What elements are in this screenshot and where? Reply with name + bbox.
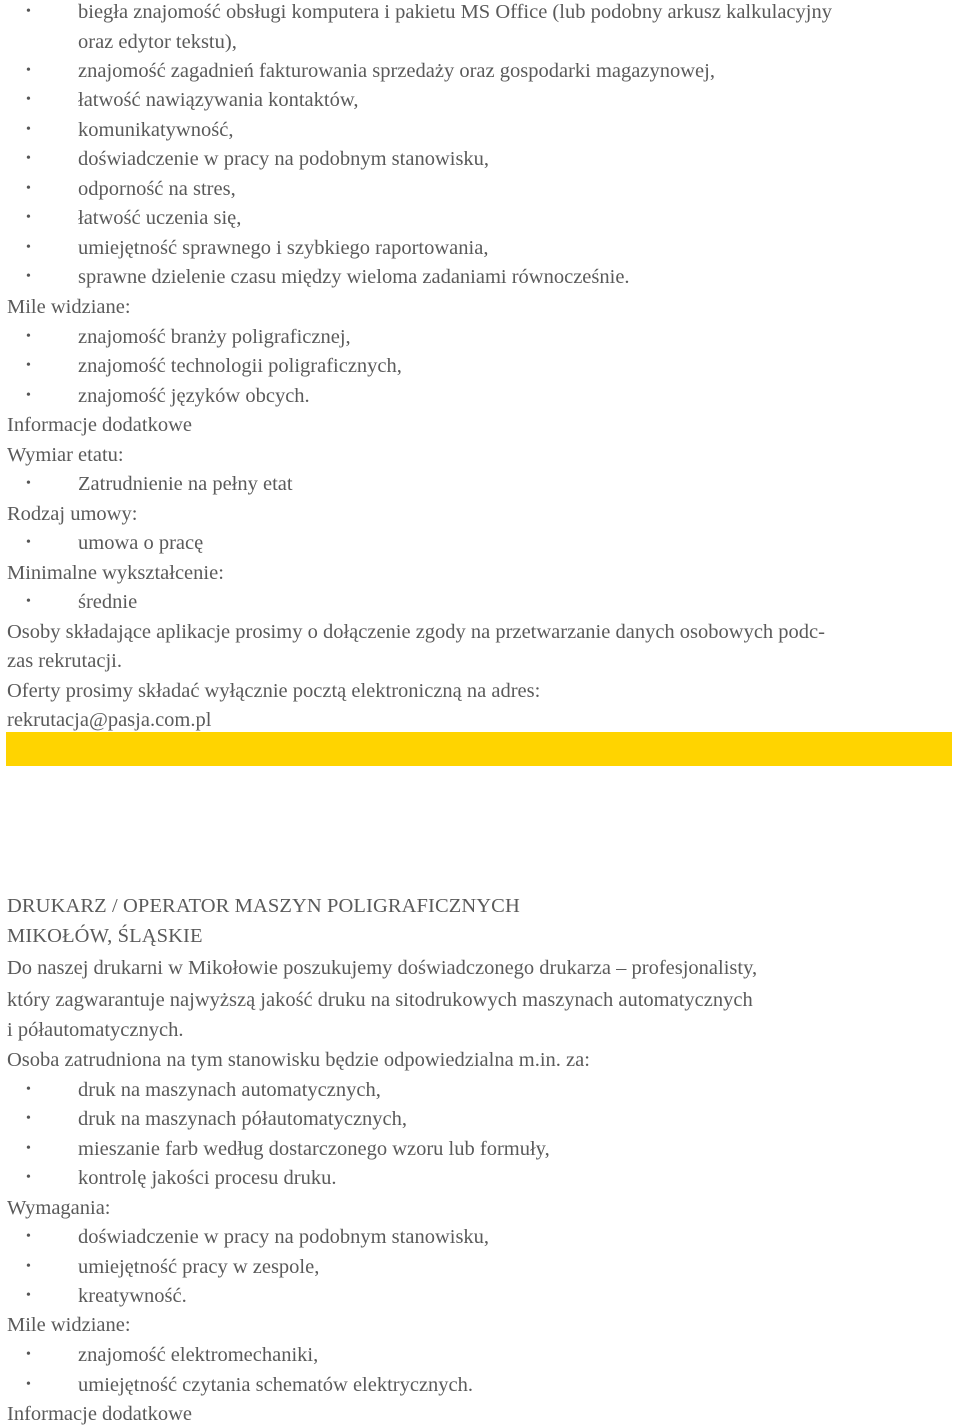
requirement-item: sprawne dzielenie czasu między wieloma zadaniami równocześnie.	[78, 266, 630, 288]
intro-text-continuation: i półautomatycznych.	[7, 1019, 184, 1041]
requirement-item: umiejętność pracy w zespole,	[78, 1256, 320, 1278]
nice-to-have-heading: Mile widziane:	[7, 1314, 131, 1336]
requirement-item: łatwość uczenia się,	[78, 207, 242, 229]
nice-to-have-item: znajomość branży poligraficznej,	[78, 326, 351, 348]
requirements-heading: Wymagania:	[7, 1197, 111, 1219]
requirement-item: łatwość nawiązywania kontaktów,	[78, 89, 359, 111]
bullet: •	[26, 388, 31, 403]
duty-item: mieszanie farb według dostarczonego wzoru lub formuły,	[78, 1138, 550, 1160]
requirement-item: kreatywność.	[78, 1285, 187, 1307]
bullet: •	[26, 1141, 31, 1156]
nice-to-have-item: znajomość elektromechaniki,	[78, 1344, 319, 1366]
additional-info-heading: Informacje dodatkowe	[7, 414, 192, 436]
bullet: •	[26, 92, 31, 107]
job-location: MIKOŁÓW, ŚLĄSKIE	[7, 925, 203, 947]
bullet: •	[26, 535, 31, 550]
nice-to-have-item: znajomość języków obcych.	[78, 385, 310, 407]
education-label: Minimalne wykształcenie:	[7, 562, 224, 584]
bullet: •	[26, 1259, 31, 1274]
requirement-item: doświadczenie w pracy na podobnym stanowisku,	[78, 148, 490, 170]
bullet: •	[26, 1229, 31, 1244]
requirement-item: komunikatywność,	[78, 119, 234, 141]
bullet: •	[26, 1347, 31, 1362]
nice-to-have-heading: Mile widziane:	[7, 296, 131, 318]
bullet: •	[26, 122, 31, 137]
consent-text-continuation: zas rekrutacji.	[7, 650, 122, 672]
bullet: •	[26, 1111, 31, 1126]
requirement-item: doświadczenie w pracy na podobnym stanowisku,	[78, 1226, 490, 1248]
requirement-item: znajomość zagadnień fakturowania sprzedaży oraz gospodarki magazynowej,	[78, 60, 715, 82]
bullet: •	[26, 329, 31, 344]
duties-heading: Osoba zatrudniona na tym stanowisku będzie odpowiedzialna m.in. za:	[7, 1049, 590, 1071]
duty-item: druk na maszynach automatycznych,	[78, 1079, 381, 1101]
nice-to-have-item: umiejętność czytania schematów elektrycznych.	[78, 1374, 474, 1396]
offers-text: Oferty prosimy składać wyłącznie pocztą elektroniczną na adres:	[7, 680, 541, 702]
bullet: •	[26, 1377, 31, 1392]
bullet: •	[26, 181, 31, 196]
duty-item: druk na maszynach półautomatycznych,	[78, 1108, 408, 1130]
bullet: •	[26, 210, 31, 225]
bullet: •	[26, 240, 31, 255]
bullet: •	[26, 151, 31, 166]
intro-text: Do naszej drukarni w Mikołowie poszukujemy doświadczonego drukarza – profesjonalisty,	[7, 957, 758, 979]
employment-label: Wymiar etatu:	[7, 444, 124, 466]
employment-value: Zatrudnienie na pełny etat	[78, 473, 293, 495]
requirement-item-continuation: oraz edytor tekstu),	[78, 31, 237, 53]
contract-value: umowa o pracę	[78, 532, 204, 554]
bullet: •	[26, 63, 31, 78]
additional-info-heading: Informacje dodatkowe	[7, 1403, 192, 1425]
intro-text-continuation: który zagwarantuje najwyższą jakość druku na sitodrukowych maszynach automatycznych	[7, 989, 753, 1011]
bullet: •	[26, 269, 31, 284]
bullet: •	[26, 1170, 31, 1185]
education-value: średnie	[78, 591, 138, 613]
bullet: •	[26, 594, 31, 609]
highlight-bar	[6, 732, 952, 766]
nice-to-have-item: znajomość technologii poligraficznych,	[78, 355, 402, 377]
bullet: •	[26, 476, 31, 491]
contract-label: Rodzaj umowy:	[7, 503, 138, 525]
email-address[interactable]: rekrutacja@pasja.com.pl	[7, 709, 212, 731]
duty-item: kontrolę jakości procesu druku.	[78, 1167, 337, 1189]
bullet: •	[26, 1082, 31, 1097]
job-title: DRUKARZ / OPERATOR MASZYN POLIGRAFICZNYCH	[7, 895, 520, 917]
requirement-item: umiejętność sprawnego i szybkiego raportowania,	[78, 237, 489, 259]
bullet: •	[26, 1288, 31, 1303]
consent-text: Osoby składające aplikacje prosimy o dołączenie zgody na przetwarzanie danych osobowych podc-	[7, 621, 825, 643]
requirement-item: odporność na stres,	[78, 178, 236, 200]
bullet: •	[26, 4, 31, 19]
requirement-item: biegła znajomość obsługi komputera i pakietu MS Office (lub podobny arkusz kalkulacyjny	[78, 1, 832, 23]
bullet: •	[26, 358, 31, 373]
